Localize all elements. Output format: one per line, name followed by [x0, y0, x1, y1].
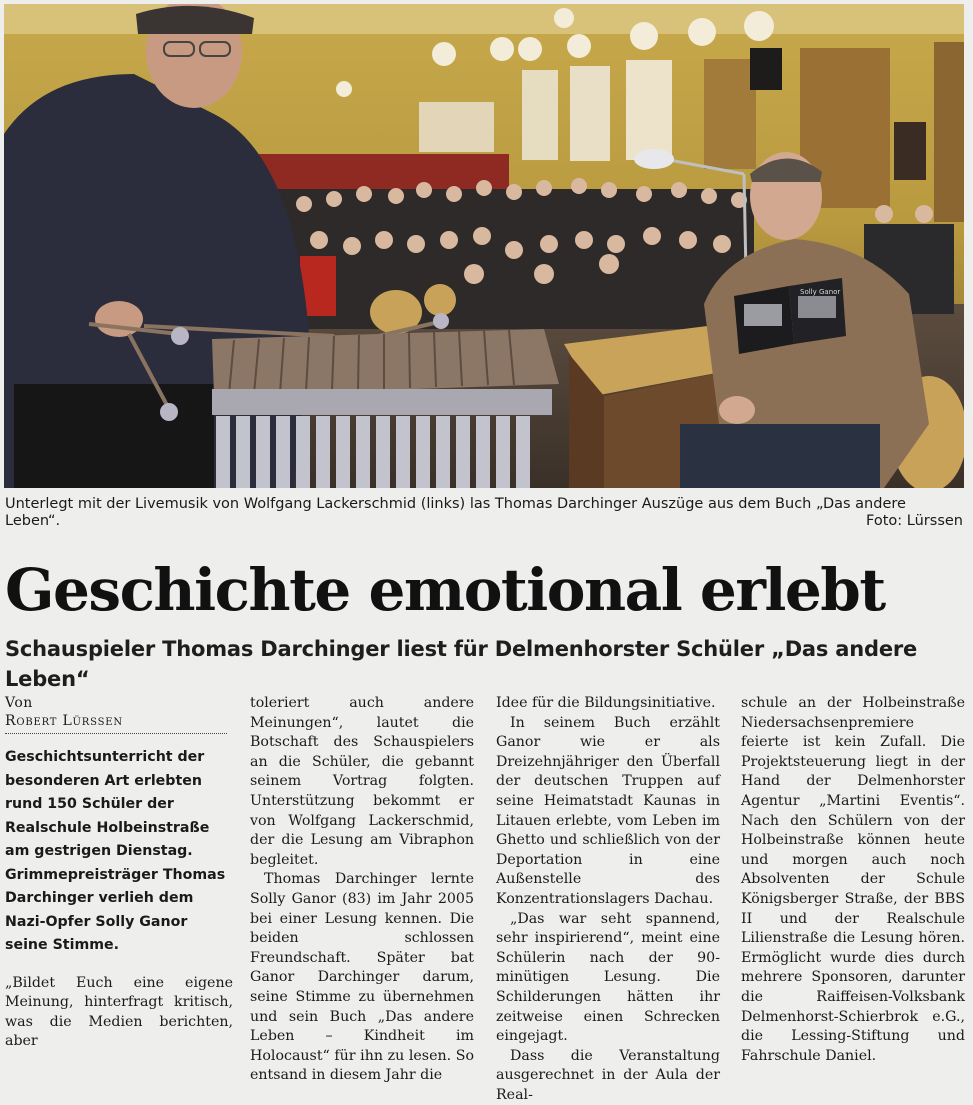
caption-text: Unterlegt mit der Livemusik von Wolfgang Lackerschmid (links) las Thomas Darchinger Auszüge aus dem Buch „Das andere Leben“. — [5, 496, 906, 529]
column-3 — [496, 694, 720, 1105]
photo-credit: Foto: Lürssen — [866, 513, 963, 529]
body-paragraph: toleriert auch andere Meinungen“, lautet die Botschaft des Schauspielers an die Schüler, die gebannt seinem Vortrag folgten. Unterstützung bekommt er von Wolfgang Lackerschmid, der die Lesung am Vibraphon begleitet. — [250, 695, 474, 868]
body-paragraph: „Bildet Euch eine eigene Meinung, hinterfragt kritisch, was die Medien berichten, aber — [5, 974, 233, 1050]
body-paragraph: Thomas Darchinger lernte Solly Ganor (83) im Jahr 2005 bei einer Lesung kennen. Die beiden schlossen Freundschaft. Später bat Ganor Darchinger darum, seine Stimme zu übernehmen und sein Buch „Das andere Leben – Kindheit im Holocaust“ für ihn zu lesen. So entsand in diesem Jahr die — [250, 871, 474, 1084]
headline: Geschichte emotional erlebt — [5, 556, 885, 624]
wall-picture — [894, 122, 926, 180]
column-4 — [741, 694, 965, 1066]
vibraphone — [212, 329, 559, 488]
body-paragraph: Dass die Veranstaltung ausgerechnet in der Aula der Real- — [496, 1047, 720, 1103]
book-cover-text: Solly Ganor — [800, 288, 841, 296]
body-paragraph: schule an der Holbeinstraße Niedersachsenpremiere feierte ist kein Zufall. Die Projektsteuerung liegt in der Hand der Delmenhorster Agentur „Martini Eventis“. Nach den Schülern von der Holbeinstraße können heute und morgen auch noch Absolventen der Schule Königsberger Straße, der BBS II und der Realschule Lilienstraße die Lesung hören. Ermöglicht wurde dies durch mehrere Sponsoren, darunter die Raiffeisen-Volksbank Delmenhorst-Schierbrok e.G., die Lessing-Stiftung und Fahrschule Daniel. — [741, 695, 965, 1064]
body-paragraph: Idee für die Bildungsinitiative. — [496, 695, 716, 711]
photo-caption — [5, 496, 963, 530]
subheadline: Schauspieler Thomas Darchinger liest für Delmenhorster Schüler „Das andere Leben“ — [5, 637, 918, 691]
column-2 — [250, 694, 474, 1086]
body-paragraph: „Das war seht spannend, sehr inspirierend“, meint eine Schülerin nach der 90-minütigen Lesung. Die Schilderungen hätten ihr zeitweise einen Schrecken eingejagt. — [496, 910, 720, 1045]
loudspeaker — [750, 48, 782, 90]
byline-author: Robert Lürssen — [5, 712, 227, 734]
article-photo — [4, 4, 964, 488]
body-paragraph: In seinem Buch erzählt Ganor wie er als Dreizehnjähriger den Überfall der deutschen Truppen auf seine Heimatstadt Kaunas in Litauen erlebte, vom Leben im Ghetto und schließlich von der Deportation in eine Außenstelle des Konzentrationslagers Dachau. — [496, 714, 720, 907]
intro-paragraph: Geschichtsunterricht der besonderen Art erlebten rund 150 Schüler der Realschule Holbeinstraße am gestrigen Dienstag. Grimmepreisträger Thomas Darchinger verlieh dem Nazi-Opfer Solly Ganor seine Stimme. — [5, 749, 226, 953]
byline-von: Von — [5, 695, 33, 711]
photo-illustration — [4, 4, 964, 488]
column-1 — [5, 694, 233, 1052]
